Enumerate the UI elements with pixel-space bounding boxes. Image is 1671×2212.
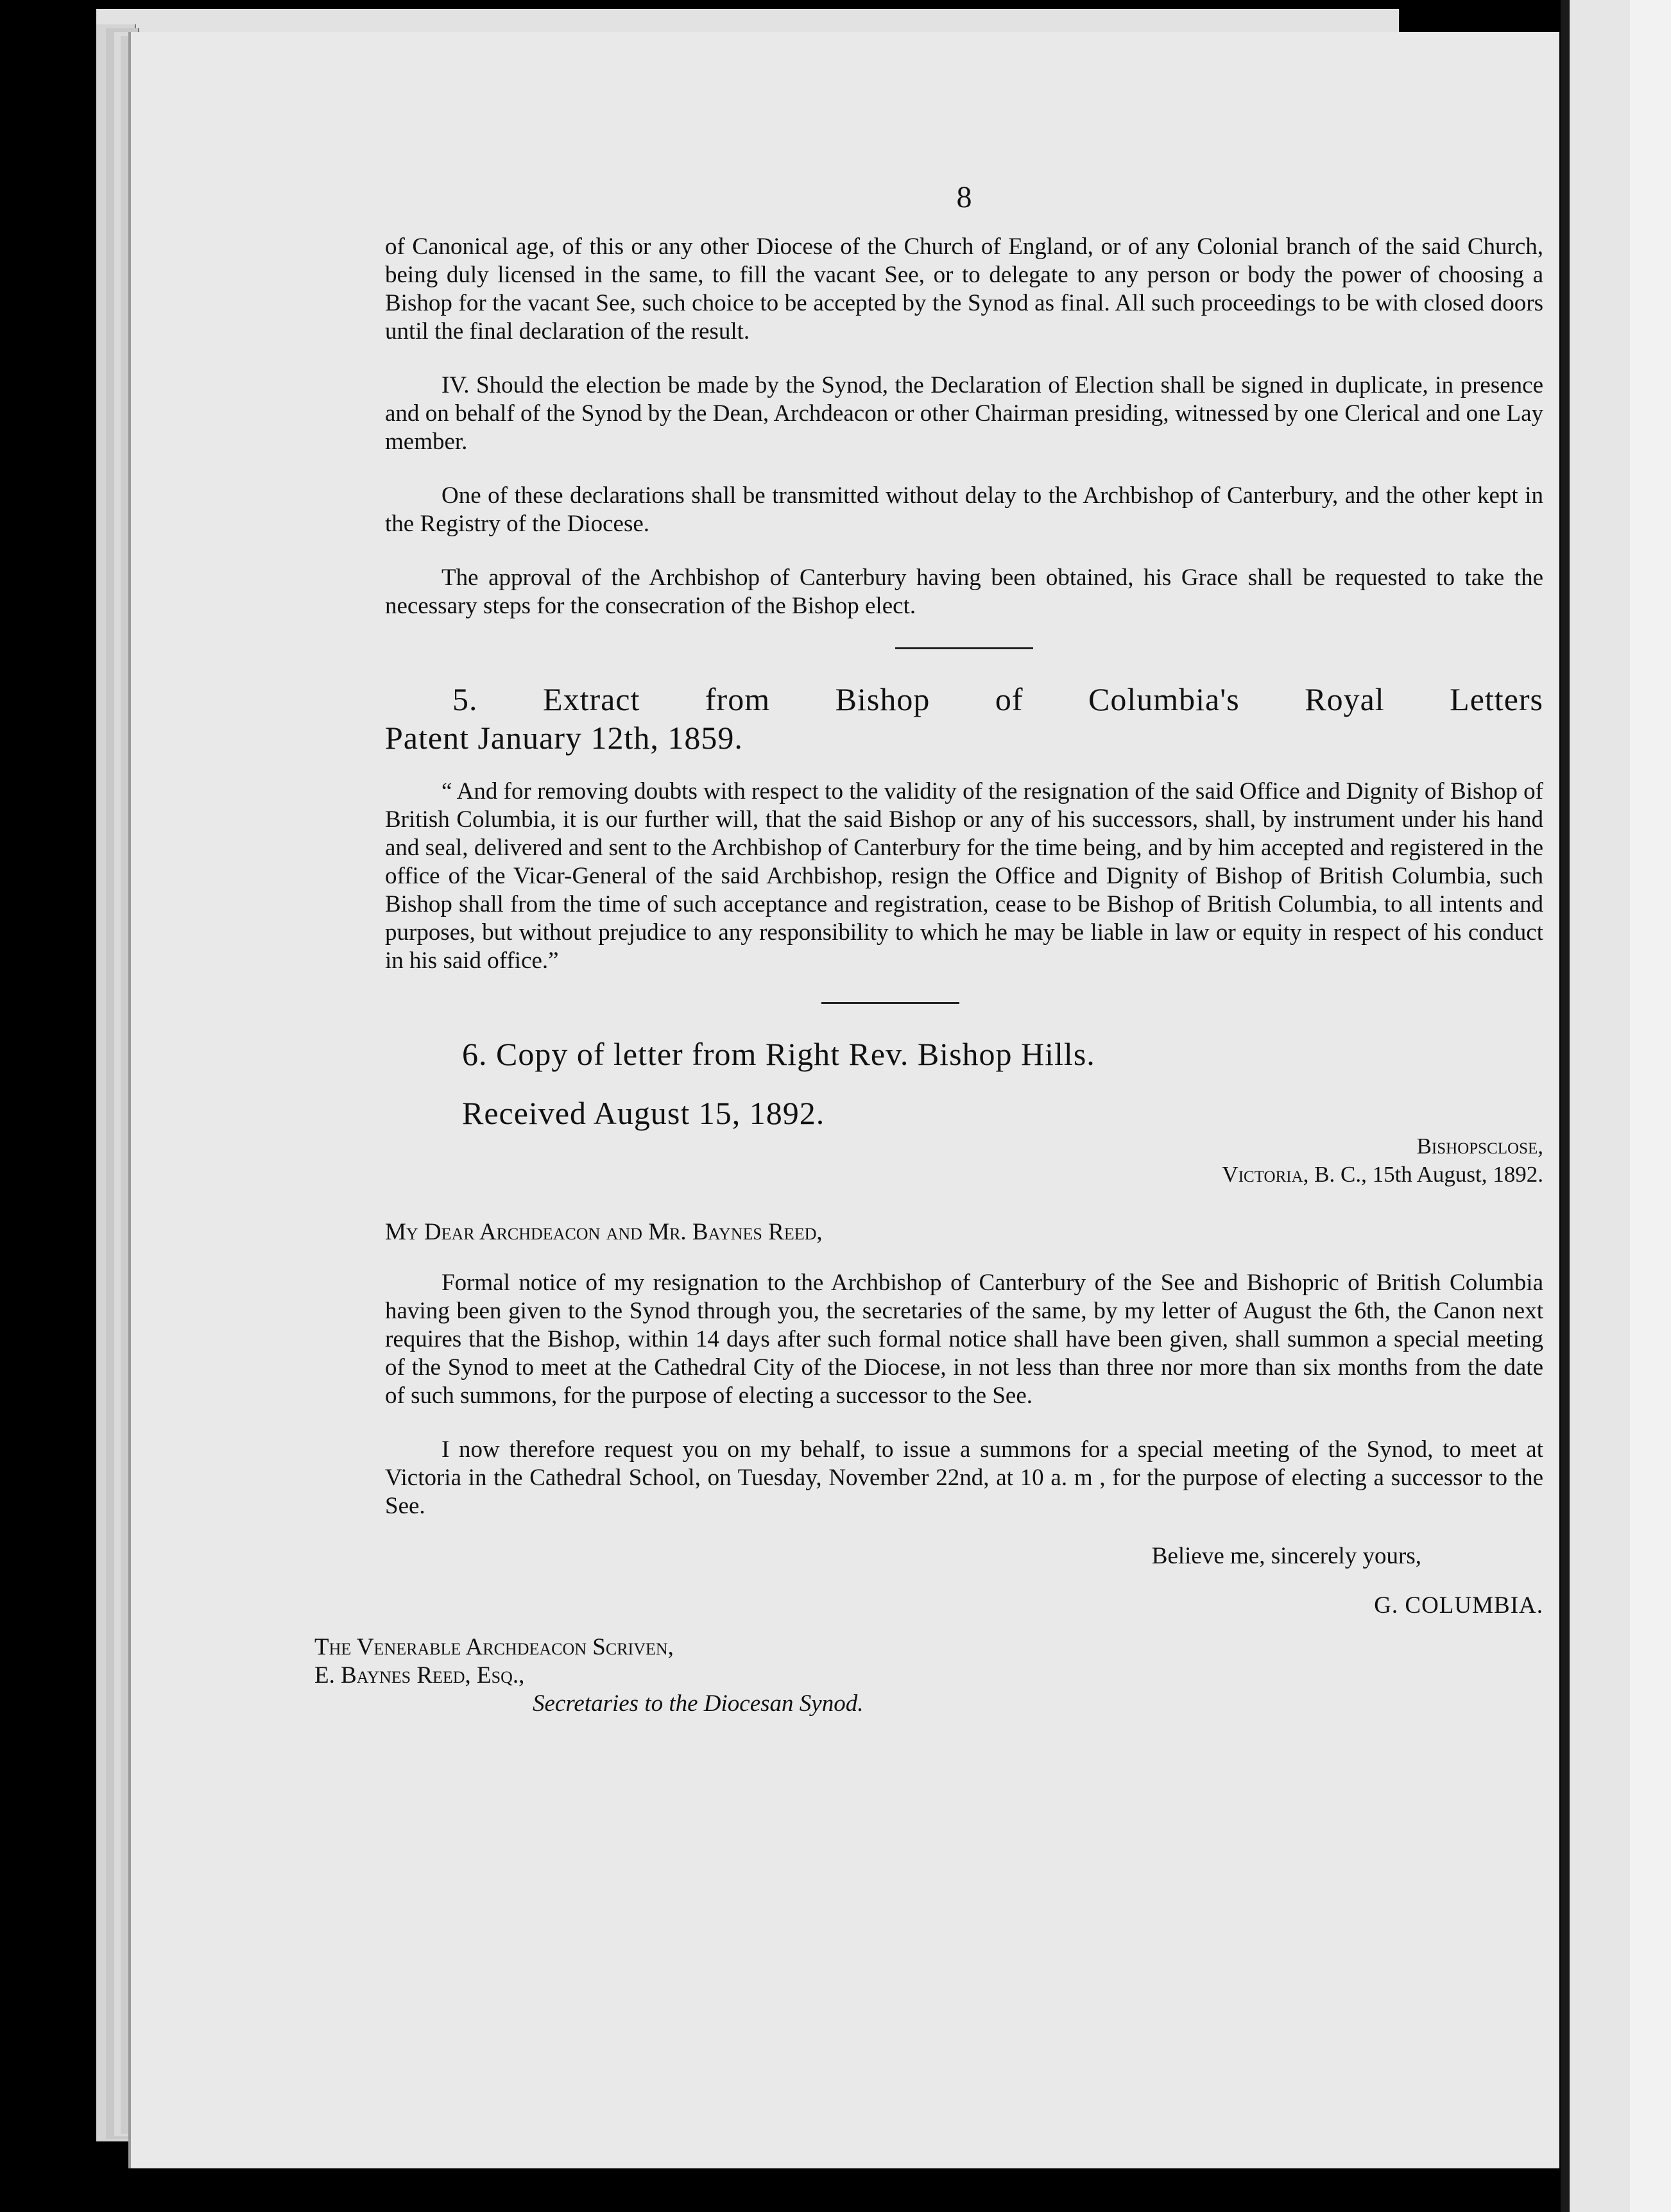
paragraph-canonical-age: of Canonical age, of this or any other Diocese of the Church of England, or of any Colonial branch of the said Church, being duly licensed in the same, to fill the vacant See, or to delegate to any person or body the power of choosing a Bishop for the vacant See, such choice to be accepted by the Synod as final. All such proceedings to be with closed doors until the final declaration of the result. [385,234,1543,345]
letter-address [385,1132,1543,1189]
letter-date: 15th August, 1892. [1372,1162,1543,1187]
binding-shadow [1561,0,1570,2212]
addressee-line-3: Secretaries to the Diocesan Synod. [533,1690,864,1717]
address-line-2 [385,1161,1543,1189]
section-divider [895,647,1033,649]
facing-page-edge [1630,0,1671,2212]
section-5-heading: 5. Extract from Bishop of Columbia's Royal Letters [452,681,1543,717]
document-page [128,32,1559,2168]
letter-closing: Believe me, sincerely yours, [1151,1543,1421,1569]
address-line-1: Bishopsclose, [1416,1134,1543,1159]
addressee-line-2: E. Baynes Reed, Esq., [314,1662,525,1689]
salutation: My Dear Archdeacon and Mr. Baynes Reed, [385,1219,823,1245]
paragraph-approval: The approval of the Archbishop of Canterbury having been obtained, his Grace shall be requested to take the necessary steps for the consecration of the Bishop elect. [385,565,1543,619]
received-date: Received August 15, 1892. [462,1095,825,1131]
page-content [314,180,1543,1718]
section-divider [821,1002,959,1004]
paragraph-declarations: One of these declarations shall be transmitted without delay to the Archbishop of Canterbury, and the other kept in the Registry of the Diocese. [385,482,1543,537]
section-5-heading-cont: Patent January 12th, 1859. [385,720,743,756]
signature: G. COLUMBIA. [1374,1592,1543,1619]
section-6-heading: 6. Copy of letter from Right Rev. Bishop Hills. [462,1036,1095,1072]
letters-patent-quote: “ And for removing doubts with respect to the validity of the resignation of the said Office and Dignity of Bishop of British Columbia, it is our further will, that the said Bishop or any of his successors, shall, by instrument under his hand and seal, delivered and sent to the Archbishop of Canterbury for the time being, and by him accepted and registered in the office of the Vicar-General of the said Archbishop, resign the Office and Dignity of Bishop of British Columbia, such Bishop shall from the time of such acceptance and registration, cease to be Bishop of British Columbia, to all intents and purposes, but without prejudice to any responsibility to which he may be liable in law or equity in respect of his conduct in his said office.” [385,778,1543,974]
paragraph-election: IV. Should the election be made by the Synod, the Declaration of Election shall be signed in duplicate, in presence and on behalf of the Synod by the Dean, Archdeacon or other Chairman presiding, witnessed by one Clerical and one Lay member. [385,372,1543,455]
letter-body-paragraph: I now therefore request you on my behalf, to issue a summons for a special meeting of the Synod, to meet at Victoria in the Cathedral School, on Tuesday, November 22nd, at 10 a. m , for the purpose of electing a successor to the See. [385,1436,1543,1519]
address-place: Victoria, B. C., [1222,1162,1367,1187]
addressee-block [314,1633,1543,1718]
page-stack-top-edge [96,9,1399,35]
letter-body-paragraph: Formal notice of my resignation to the Archbishop of Canterbury of the See and Bishopric of British Columbia having been given to the Synod through you, the secretaries of the same, by my letter of August the 6th, the Canon next requires that the Bishop, within 14 days after such formal notice shall have been given, shall summon a special meeting of the Synod to meet at the Cathedral City of the Diocese, in not less than three nor more than six months from the date of such summons, for the purpose of electing a successor to the See. [385,1270,1543,1409]
addressee-line-1: The Venerable Archdeacon Scriven, [314,1634,674,1660]
page-number: 8 [956,180,972,214]
